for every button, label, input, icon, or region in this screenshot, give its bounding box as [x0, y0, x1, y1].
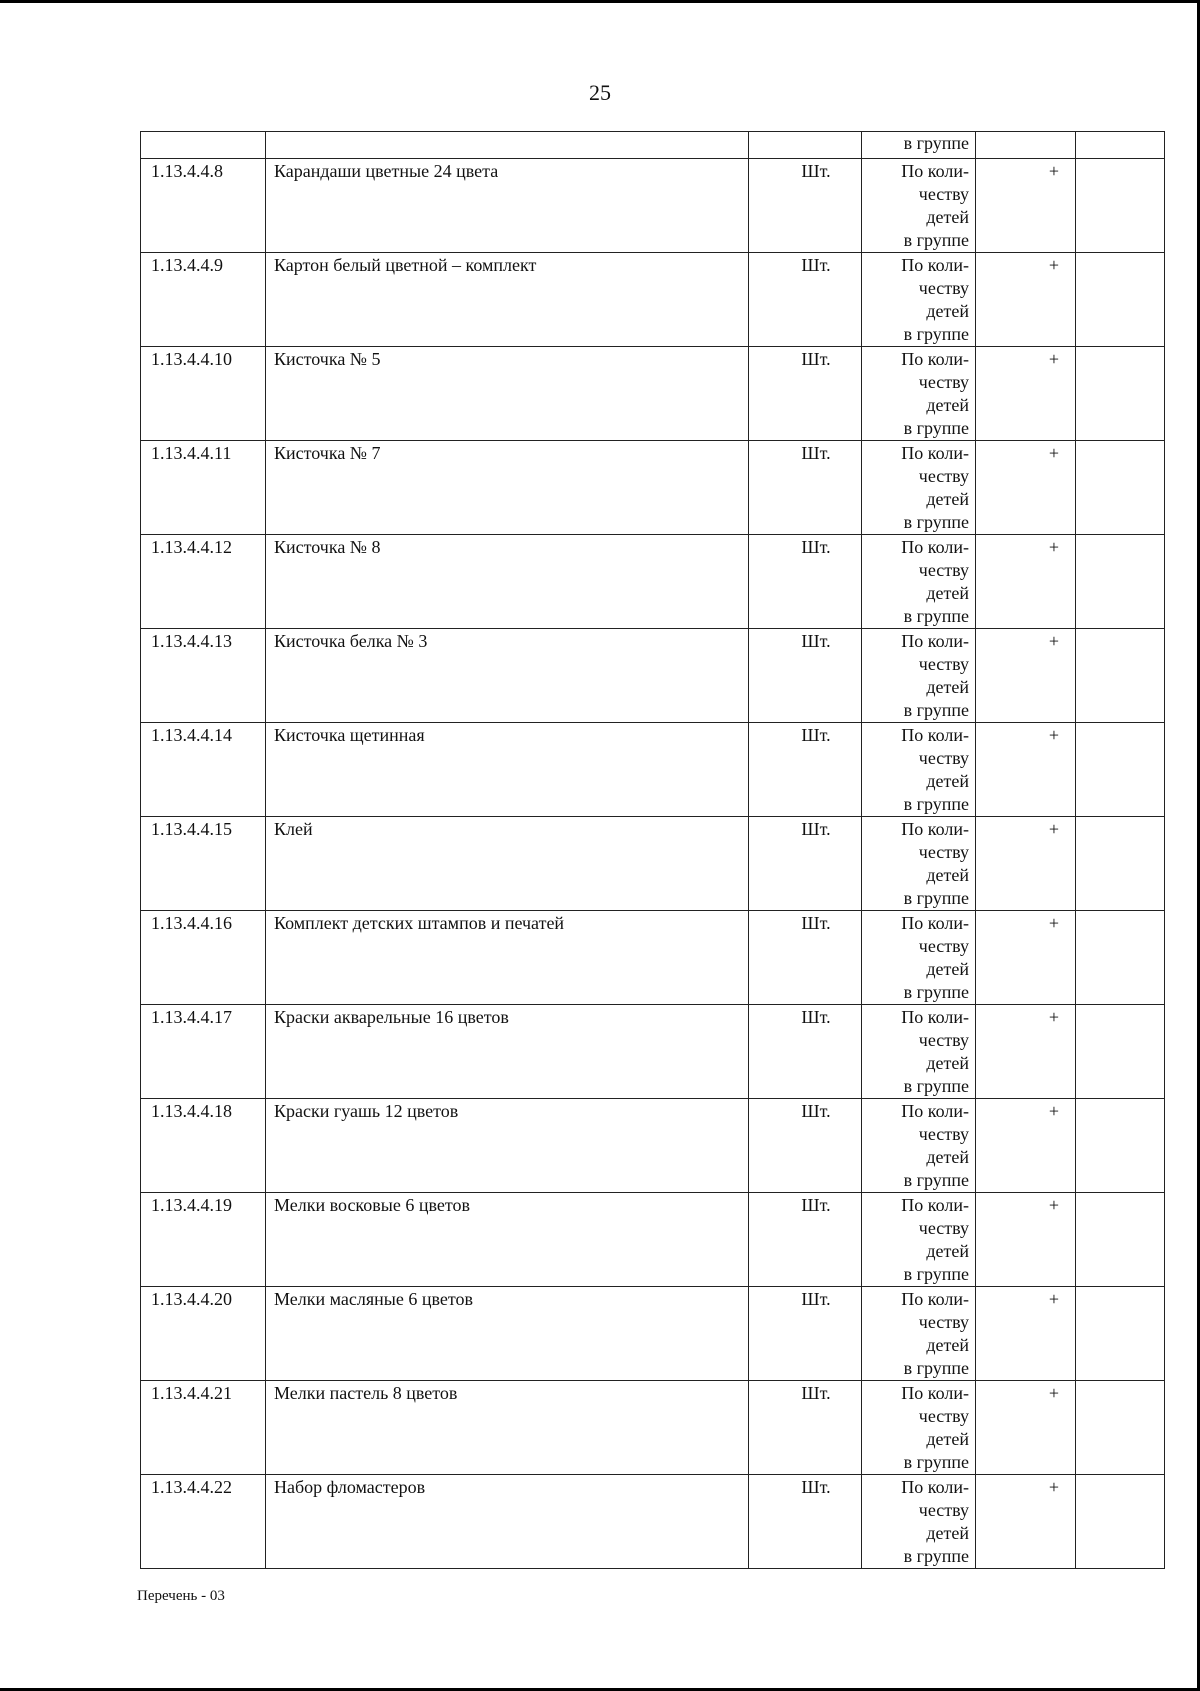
quantity-line: честву	[918, 1312, 969, 1332]
cell-name: Кисточка № 8	[266, 535, 749, 629]
cell-mark: +	[976, 1005, 1076, 1099]
quantity-line: детей	[926, 865, 969, 885]
table-row-continued	[141, 132, 1165, 159]
cell-mark: +	[976, 629, 1076, 723]
cell-empty	[1076, 817, 1165, 911]
cell-empty	[1076, 132, 1165, 159]
cell-unit: Шт.	[749, 347, 862, 441]
cell-quantity: в группе	[862, 132, 976, 159]
cell-code: 1.13.4.4.14	[141, 723, 266, 817]
cell-quantity	[862, 1193, 976, 1287]
cell-code: 1.13.4.4.8	[141, 159, 266, 253]
cell-quantity	[862, 723, 976, 817]
cell-code: 1.13.4.4.10	[141, 347, 266, 441]
quantity-line: По коли-	[901, 161, 969, 181]
table-row	[141, 1193, 1165, 1287]
cell-unit: Шт.	[749, 911, 862, 1005]
quantity-line: в группе	[903, 1264, 969, 1284]
table-row	[141, 159, 1165, 253]
cell-quantity	[862, 1475, 976, 1569]
quantity-line: детей	[926, 1147, 969, 1167]
cell-empty	[1076, 629, 1165, 723]
table-row	[141, 441, 1165, 535]
cell-name: Краски акварельные 16 цветов	[266, 1005, 749, 1099]
cell-quantity	[862, 1099, 976, 1193]
cell-code: 1.13.4.4.19	[141, 1193, 266, 1287]
cell-empty	[1076, 535, 1165, 629]
cell-name: Кисточка № 5	[266, 347, 749, 441]
quantity-line: честву	[918, 748, 969, 768]
quantity-line: в группе	[903, 700, 969, 720]
cell-unit: Шт.	[749, 1381, 862, 1475]
cell-empty	[1076, 347, 1165, 441]
cell-unit: Шт.	[749, 441, 862, 535]
quantity-line: детей	[926, 207, 969, 227]
quantity-line: детей	[926, 1429, 969, 1449]
cell-code: 1.13.4.4.12	[141, 535, 266, 629]
cell-empty	[1076, 159, 1165, 253]
quantity-line: в группе	[903, 230, 969, 250]
cell-unit: Шт.	[749, 817, 862, 911]
document-footer: Перечень - 03	[137, 1588, 225, 1604]
cell-code: 1.13.4.4.20	[141, 1287, 266, 1381]
cell-mark: +	[976, 1475, 1076, 1569]
cell-empty	[1076, 723, 1165, 817]
cell-unit: Шт.	[749, 535, 862, 629]
quantity-line: По коли-	[901, 255, 969, 275]
table-row	[141, 535, 1165, 629]
cell-name: Набор фломастеров	[266, 1475, 749, 1569]
table-row	[141, 347, 1165, 441]
cell-code	[141, 132, 266, 159]
cell-code: 1.13.4.4.21	[141, 1381, 266, 1475]
quantity-line: честву	[918, 1218, 969, 1238]
cell-empty	[1076, 1381, 1165, 1475]
cell-code: 1.13.4.4.9	[141, 253, 266, 347]
cell-name: Карандаши цветные 24 цвета	[266, 159, 749, 253]
cell-quantity	[862, 911, 976, 1005]
quantity-line: в группе	[903, 606, 969, 626]
quantity-line: По коли-	[901, 725, 969, 745]
cell-code: 1.13.4.4.15	[141, 817, 266, 911]
cell-unit: Шт.	[749, 629, 862, 723]
cell-empty	[1076, 1193, 1165, 1287]
quantity-line: в группе	[903, 324, 969, 344]
cell-mark: +	[976, 253, 1076, 347]
quantity-line: в группе	[903, 1546, 969, 1566]
table-row	[141, 1099, 1165, 1193]
quantity-line: По коли-	[901, 1477, 969, 1497]
quantity-line: детей	[926, 1053, 969, 1073]
quantity-line: честву	[918, 372, 969, 392]
cell-mark: +	[976, 1287, 1076, 1381]
cell-mark: +	[976, 1099, 1076, 1193]
cell-quantity	[862, 441, 976, 535]
cell-quantity	[862, 159, 976, 253]
cell-empty	[1076, 911, 1165, 1005]
quantity-line: детей	[926, 583, 969, 603]
cell-unit: Шт.	[749, 723, 862, 817]
quantity-line: детей	[926, 1241, 969, 1261]
cell-quantity	[862, 629, 976, 723]
quantity-line: детей	[926, 1335, 969, 1355]
cell-unit: Шт.	[749, 1193, 862, 1287]
cell-name: Клей	[266, 817, 749, 911]
quantity-line: По коли-	[901, 537, 969, 557]
cell-unit: Шт.	[749, 1475, 862, 1569]
quantity-line: в группе	[903, 888, 969, 908]
quantity-line: По коли-	[901, 631, 969, 651]
cell-code: 1.13.4.4.13	[141, 629, 266, 723]
cell-empty	[1076, 1099, 1165, 1193]
table-row	[141, 817, 1165, 911]
cell-unit: Шт.	[749, 253, 862, 347]
cell-mark: +	[976, 817, 1076, 911]
quantity-line: в группе	[903, 1076, 969, 1096]
cell-name: Краски гуашь 12 цветов	[266, 1099, 749, 1193]
quantity-line: честву	[918, 560, 969, 580]
quantity-line: в группе	[903, 1170, 969, 1190]
cell-unit: Шт.	[749, 1005, 862, 1099]
cell-name: Комплект детских штампов и печатей	[266, 911, 749, 1005]
table-body	[141, 132, 1165, 1569]
cell-quantity	[862, 1381, 976, 1475]
quantity-line: честву	[918, 466, 969, 486]
cell-quantity	[862, 253, 976, 347]
table-row	[141, 629, 1165, 723]
scan-border-top	[0, 0, 1200, 3]
cell-empty	[1076, 1287, 1165, 1381]
cell-mark	[976, 132, 1076, 159]
cell-empty	[1076, 253, 1165, 347]
table-row	[141, 1287, 1165, 1381]
table-row	[141, 723, 1165, 817]
quantity-line: детей	[926, 395, 969, 415]
page-number: 25	[589, 80, 611, 105]
equipment-table-container	[140, 131, 1164, 1569]
quantity-line: детей	[926, 1523, 969, 1543]
cell-mark: +	[976, 723, 1076, 817]
cell-name: Мелки масляные 6 цветов	[266, 1287, 749, 1381]
cell-quantity	[862, 1287, 976, 1381]
quantity-line: в группе	[903, 512, 969, 532]
quantity-line: честву	[918, 1500, 969, 1520]
table-row	[141, 253, 1165, 347]
quantity-line: честву	[918, 184, 969, 204]
cell-code: 1.13.4.4.16	[141, 911, 266, 1005]
cell-unit: Шт.	[749, 1287, 862, 1381]
quantity-line: честву	[918, 936, 969, 956]
quantity-line: детей	[926, 771, 969, 791]
cell-name: Мелки пастель 8 цветов	[266, 1381, 749, 1475]
cell-name	[266, 132, 749, 159]
cell-mark: +	[976, 1193, 1076, 1287]
equipment-table	[140, 131, 1165, 1569]
cell-quantity	[862, 347, 976, 441]
quantity-line: в группе	[903, 982, 969, 1002]
cell-mark: +	[976, 911, 1076, 1005]
quantity-line: честву	[918, 278, 969, 298]
cell-empty	[1076, 1475, 1165, 1569]
quantity-line: По коли-	[901, 1383, 969, 1403]
cell-unit	[749, 132, 862, 159]
table-row	[141, 911, 1165, 1005]
cell-code: 1.13.4.4.22	[141, 1475, 266, 1569]
cell-code: 1.13.4.4.17	[141, 1005, 266, 1099]
quantity-line: По коли-	[901, 1007, 969, 1027]
cell-code: 1.13.4.4.11	[141, 441, 266, 535]
quantity-line: в группе	[903, 794, 969, 814]
cell-unit: Шт.	[749, 159, 862, 253]
cell-code: 1.13.4.4.18	[141, 1099, 266, 1193]
table-row	[141, 1005, 1165, 1099]
cell-name: Кисточка щетинная	[266, 723, 749, 817]
quantity-line: По коли-	[901, 1289, 969, 1309]
quantity-line: По коли-	[901, 1195, 969, 1215]
quantity-line: По коли-	[901, 1101, 969, 1121]
cell-unit: Шт.	[749, 1099, 862, 1193]
table-row	[141, 1381, 1165, 1475]
cell-mark: +	[976, 347, 1076, 441]
quantity-line: в группе	[903, 1452, 969, 1472]
cell-empty	[1076, 441, 1165, 535]
quantity-line: честву	[918, 1406, 969, 1426]
quantity-line: По коли-	[901, 913, 969, 933]
cell-mark: +	[976, 535, 1076, 629]
cell-empty	[1076, 1005, 1165, 1099]
quantity-line: в группе	[903, 418, 969, 438]
quantity-line: честву	[918, 842, 969, 862]
cell-quantity	[862, 535, 976, 629]
cell-name: Мелки восковые 6 цветов	[266, 1193, 749, 1287]
quantity-line: детей	[926, 959, 969, 979]
quantity-line: честву	[918, 654, 969, 674]
quantity-line: По коли-	[901, 819, 969, 839]
quantity-line: честву	[918, 1030, 969, 1050]
cell-name: Картон белый цветной – комплект	[266, 253, 749, 347]
quantity-line: в группе	[903, 1358, 969, 1378]
cell-name: Кисточка № 7	[266, 441, 749, 535]
quantity-line: детей	[926, 489, 969, 509]
quantity-line: По коли-	[901, 443, 969, 463]
cell-name: Кисточка белка № 3	[266, 629, 749, 723]
cell-quantity	[862, 1005, 976, 1099]
table-row	[141, 1475, 1165, 1569]
quantity-line: По коли-	[901, 349, 969, 369]
cell-quantity	[862, 817, 976, 911]
quantity-line: детей	[926, 677, 969, 697]
cell-mark: +	[976, 159, 1076, 253]
quantity-line: детей	[926, 301, 969, 321]
cell-mark: +	[976, 1381, 1076, 1475]
quantity-line: честву	[918, 1124, 969, 1144]
cell-mark: +	[976, 441, 1076, 535]
